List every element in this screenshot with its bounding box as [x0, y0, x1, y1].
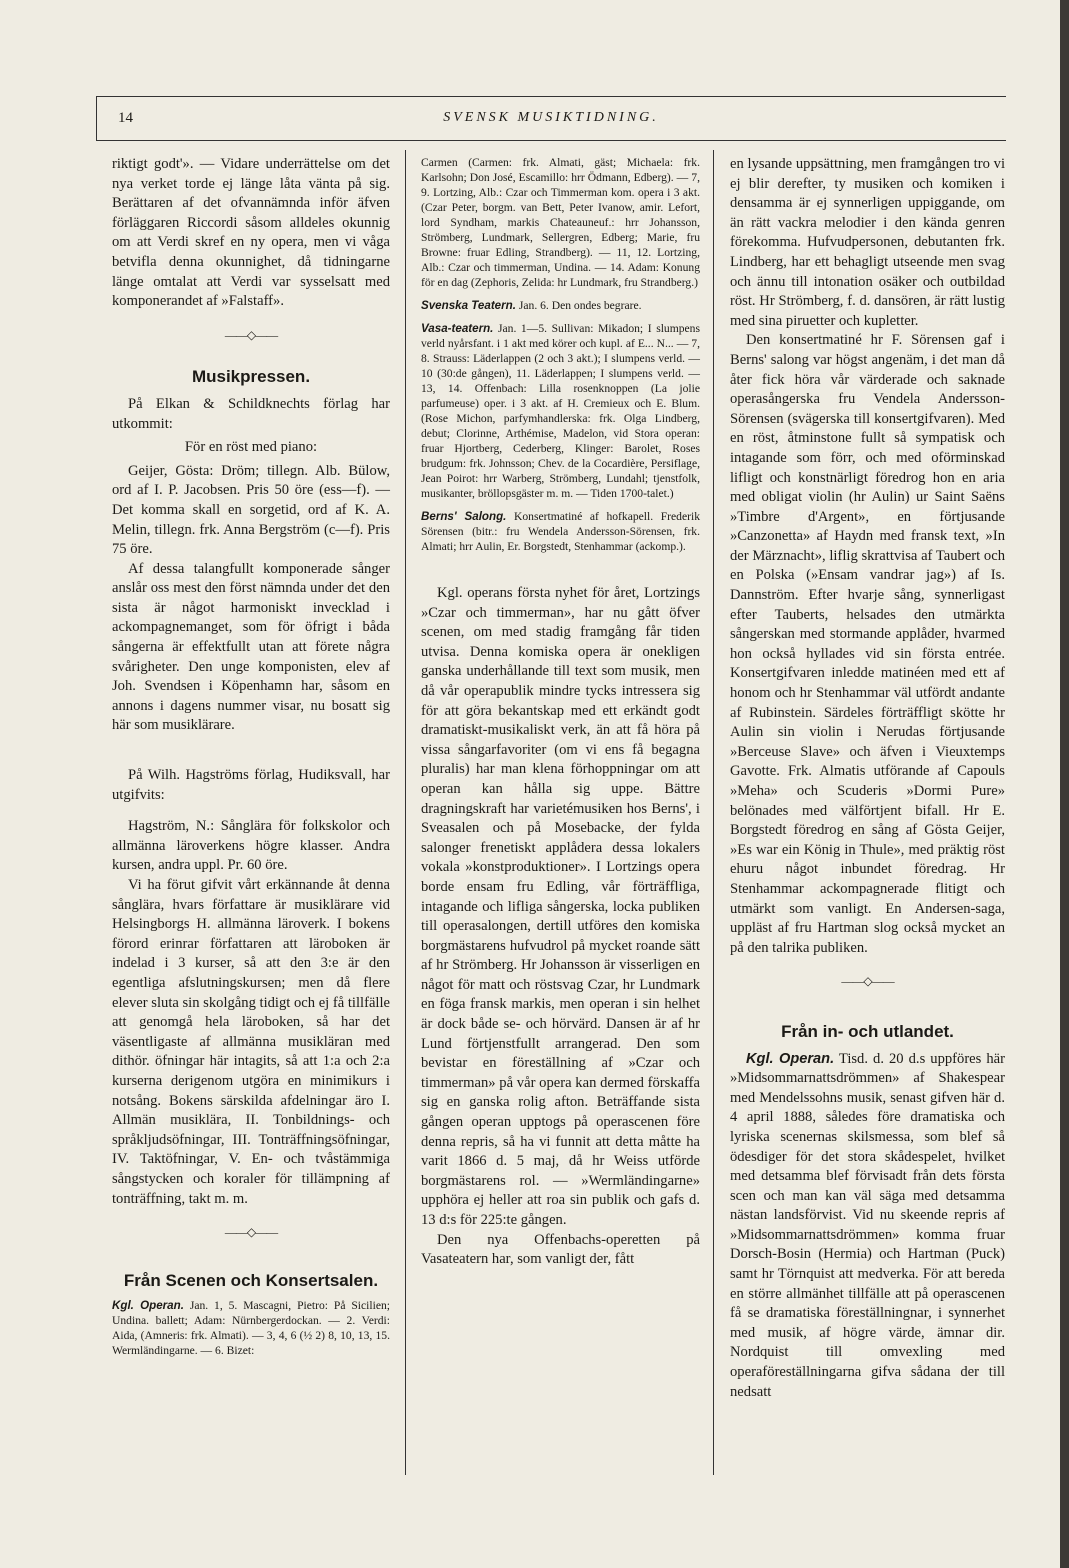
- venue-label: Berns' Salong.: [421, 510, 507, 523]
- venue-text: Jan. 6. Den ondes begrare.: [518, 299, 642, 312]
- paragraph: Vi ha förut gifvit vårt erkännande åt denna sånglära, hvars författare är musiklärare vid Helsingborgs H. allmänna läroverk. I bokens förord erinrar författaren att läroboken är indelad i 3 kurser, så att den 3:e är den egentliga afslutningskursen; men då flere elever sluta sin skolgång tidigt och ej få tillfälle att genomgå hela läroboken, så har det väsentligaste af allmänna musikläran med dithör. öfningar här intagits, så att 1:a och 2:a kurserna derigenom utgöra en minimikurs i notsång. Bokens särskilda afdelningar äro I. Allmän musiklära, II. Tonbildnings- och språkljudsöfningar, III. Tonträffningsöfningar, IV. Taktöfningar, V. En- och tvåstämmiga sångstycken och koraler för tillämpning af tonträffning, takt m. m.: [112, 877, 391, 1207]
- page-number: 14: [118, 110, 133, 126]
- column-2: [421, 155, 700, 1270]
- header-rule: [96, 140, 1006, 141]
- column-divider-1: [405, 150, 406, 1475]
- venue-label: Kgl. Operan.: [112, 1299, 184, 1313]
- venue-text: Jan. 1—5. Sullivan: Mikadon; I slumpens verld nyårsfant. i 1 akt med körer och kupl. af E... N... — 7, 8. Strauss: Läderlappen (2 och 3 akt.); I slumpens verld. — 10 (30:de gången), 11. Läderlappen; I slumpens verld. — 13, 14. Offenbach: Lilla rosenknoppen (La jolie parfumeuse) oper. i 3 akt. af H. Cremieux och E. Blum. (Rose Michon, parfymhandlerska: frk. Olga Lindberg, debut; Clorinne, Arthémise, Madelon, vid Stora operan: fruar Hjortberg, Cederberg, Klinger: Barolet, Roses brudgum: frk. Johnsson; Chev. de la Cocardière, Persiflage, Jean Poirot: hrr Warberg, Strömberg, Lundahl; tjenstfolk, musikanter, bröllopsgäster m. m. — Tiden 1700-talet.): [421, 322, 700, 500]
- venue-label: Kgl. Operan.: [746, 1050, 835, 1067]
- paragraph: Den konsertmatiné hr F. Sörensen gaf i Berns' salong var högst angenäm, i det man då åter fick höra vår värderade och saknade operasångerska fru Vendela Andersson-Sörensen (svägerska till konsertgifvaren). Med en röst, åtminstone fullt så sympatisk och intagande som förr, och med oförminskad lifligt och konstnärligt föredrog hon en aria med obligat violin (hr Aulin) ur Saint Saëns »Timbre d'Argent», en förtjusande »Canzonetta» af Haydn med fransk text, »In der Märznacht», liflig skrattvisa af Taubert och en Polska (»Ensam vandrar jag») af Is. Dannström. Efter hvarje sång, synnerligast efter Tauberts, helsades den utmärkta sångerskan med stormande applåder, hvarmed hon också hyllades vid sin första entrée. Konsertgifvaren inledde matinéen med ett af honom och hr Stenhammar väl utfördt andante af Rubinstein. Särdeles förträffligt skötte hr Aulin sin violin i Nerudas förtjusande »Berceuse Slave» och äfven i Vieuxtemps Gavotte. Frk. Almatis utförande af Capouls »Meha» och Scuderis »Dormi Pure» belönades med välförtjent bifall. Hr E. Borgstedt föredrog en sång af Gösta Geijer, »Es war ein König in Thule», med präktig röst ehuru något inbundet föredrag. Hr Stenhammar ackompagnerade flitigt och utmärkt som vanligt. En Andersen-saga, uppläst af fru Hartman slog också mycket an på den talrika publiken.: [730, 332, 1005, 956]
- section-heading-scenen: Från Scenen och Konsertsalen.: [123, 1270, 379, 1290]
- column-3: [730, 155, 1005, 1402]
- section-heading-utlandet: Från in- och utlandet.: [781, 1021, 954, 1041]
- venue-text: Jan. 1, 5. Mascagni, Pietro: På Sicilien; Undina. ballett; Adam: Nürnbergerdockan. — 2. Verdi: Aida, (Amneris: frk. Almati). — 3, 4, 6 (½ 2) 8, 10, 13, 15. Wermländingarne. — 6. Bizet:: [112, 1299, 390, 1358]
- venue-text: Konsertmatiné af hofkapell. Frederik Sörensen (bitr.: fru Wendela Andersson-Sörensen, frk. Almati; hrr Aulin, Er. Borgstedt, Stenhammar (ackomp.).: [421, 510, 700, 553]
- column-1: [112, 155, 390, 1358]
- opera-listing: [112, 1298, 390, 1358]
- paragraph: en lysande uppsättning, men framgången tro vi ej blir derefter, ty musiken och komiken i densamma är ej synnerligen uppiggande, om än rätt vackra melodier i den kända genren förekomma. Hufvudpersonen, debutanten frk. Lindberg, har ett behagligt utseende men svag och ännu till intonation osäker och outbildad röst. Hr Strömberg, f. d. dansören, är rätt lustig med sina piruetter och kupletter.: [730, 156, 1005, 329]
- venue-label: Svenska Teatern.: [421, 299, 516, 312]
- paragraph: riktigt godt'». — Vidare underrättelse om det nya verket torde ej länge låta vänta på sig. Berättaren af det ofvannämnda inför äfven förläggaren Riccordi såsom alldeles okunnig om att Verdi skref en ny opera, men vi våga betvifla denna okunnighet, då tidningarne länge omtalat att Verdi var sysselsatt med komponerandet af »Falstaff».: [112, 156, 390, 310]
- paragraph: På Wilh. Hagströms förlag, Hudiksvall, har utgifvits:: [112, 767, 390, 803]
- paragraph: Af dessa talangfullt komponerade sånger anslår oss mest den först nämnda under det den sista är något harmoniskt invecklad i ackompagnemanget, som för öfrigt i båda sångerna är effektfullt utan att förete några svårigheter. Den unge komponisten, elev af Joh. Svendsen i Köpenhamn har, såsom en annons i dagens nummer visar, nu bosatt sig här som musiklärare.: [112, 560, 390, 734]
- venue-label: Vasa-teatern.: [421, 322, 494, 335]
- paragraph: Carmen (Carmen: frk. Almati, gäst; Michaela: frk. Karlsohn; Don José, Escamillo: hrr Ödmann, Edberg). — 7, 9. Lortzing, Alb.: Czar och Timmerman kom. opera i 3 akt. (Czar Peter, borgm. van Bett, Peter Ivanow, amir. Lefort, lord Syndham, markis Chateauneuf.: hrr Johansson, Strömberg, Lundmark, Sellergren, Edberg; Marie, fru Browne: fruar Edling, Strandberg). — 11, 12. Lortzing, Alb.: Czar och timmerman, Undina. — 14. Adam: Konung för en dag (Zephoris, Zelida: hr Lundmark, fru Strandberg.): [421, 156, 700, 289]
- paragraph: För en röst med piano:: [184, 439, 318, 456]
- page-edge: [1060, 0, 1069, 1568]
- page-header: [96, 108, 1006, 130]
- paragraph: På Elkan & Schildknechts förlag har utkommit:: [112, 395, 390, 432]
- paragraph: Den nya Offenbachs-operetten på Vasateatern har, som vanligt der, fått: [421, 1231, 700, 1268]
- paragraph: Hagström, N.: Sånglära för folkskolor och allmänna läroverkens högre klasser. Andra kursen, andra uppl. Pr. 60 öre.: [112, 818, 390, 874]
- paragraph: Kgl. operans första nyhet för året, Lortzings »Czar och timmerman», har nu gått öfver scenen, om med stadig framgång får tiden utvisa. Denna komiska opera är onekligen ganska underhållande till text som musik, men då vår operapublik mindre tycks intressera sig för att göra bekantskap med ett erkändt godt dramatiskt-musikaliskt verk, än att få höra på vissa sångarfavoriter (om vi ens få begagna pluralis) har man klena förhoppningar om att operan kan hålla sig uppe. Bättre dragningskraft har varietémusiken hos Berns', i Sveasalen och på Mosebacke, der fylda salonger frenetiskt applådera dessa lokalers vokala »konstproduktioner». I Lortzings opera borde ensam fru Edling, vår förträffliga, intagande och lifliga sångerska, locka publiken till operasalongen, dertill utföres den komiska borgmästarens hufvudrol på mycket roande sätt af hr Strömberg. Hr Johansson är visserligen en något för matt och röstsvag Czar, hr Lundmark en föga fransk markis, men operan i sin helhet är dock både se- och hörvärd. Dansen är af hr Lund förtjenstfullt arrangerad. Den som bevistar en föreställning af »Czar och timmerman» på vår opera kan dermed förskaffa sig en ganska rolig afton. Beträffande sista gången operan upptogs på operascenen före denna repris, så ha vi funnit att detta måtte ha varit 1866 d. 5 maj, då hr Weiss utförde borgmästarens rol. — »Wermländingarne» upphöra ej heller att roa sin publik och gafs d. 13 d:s för 225:te gången.: [421, 585, 700, 1228]
- ornament-divider: ——◇——: [841, 974, 894, 989]
- column-divider-2: [713, 150, 714, 1475]
- journal-title: SVENSK MUSIKTIDNING.: [443, 110, 659, 125]
- venue-text: Tisd. d. 20 d.s uppföres här »Midsommarnattsdrömmen» af Shakespear med Mendelssohns musik, senast gifven här d. 4 april 1888, således före dramatiska och lyriska scenernas skilsmessa, som blef så ödesdiger för det stora skådespelet, hvilket med detsamma blef förvisadt från dets första scen och man kan väl säga med detsamma nästan landsförvist. Vid nu skeende repris af »Midsommarnattsdrömmen» komma fruar Dorsch-Bosin (Hermia) och Hartman (Puck) samt hr Törnquist att medverka. För att bereda en större allmänhet tillfälle att på operascenen få se dramatiska föreställningnar, i synnerhet med musik, af högre värde, ämnar dir. Nordquist till omvexling med operaföreställningarna gifva sådana der till nedsatt: [730, 1050, 1006, 1400]
- paragraph: Geijer, Gösta: Dröm; tillegn. Alb. Bülow, ord af I. P. Jacobsen. Pris 50 öre (ess—f). — Det komma skall en sorgetid, ord af K. A. Melin, tillegn. frk. Anna Bergström (c—f). Pris 75 öre.: [112, 462, 390, 558]
- section-heading-musikpressen: Musikpressen.: [191, 367, 311, 387]
- top-rule: [96, 96, 1006, 97]
- ornament-divider: ——◇——: [224, 327, 278, 342]
- ornament-divider: ——◇——: [224, 1225, 278, 1240]
